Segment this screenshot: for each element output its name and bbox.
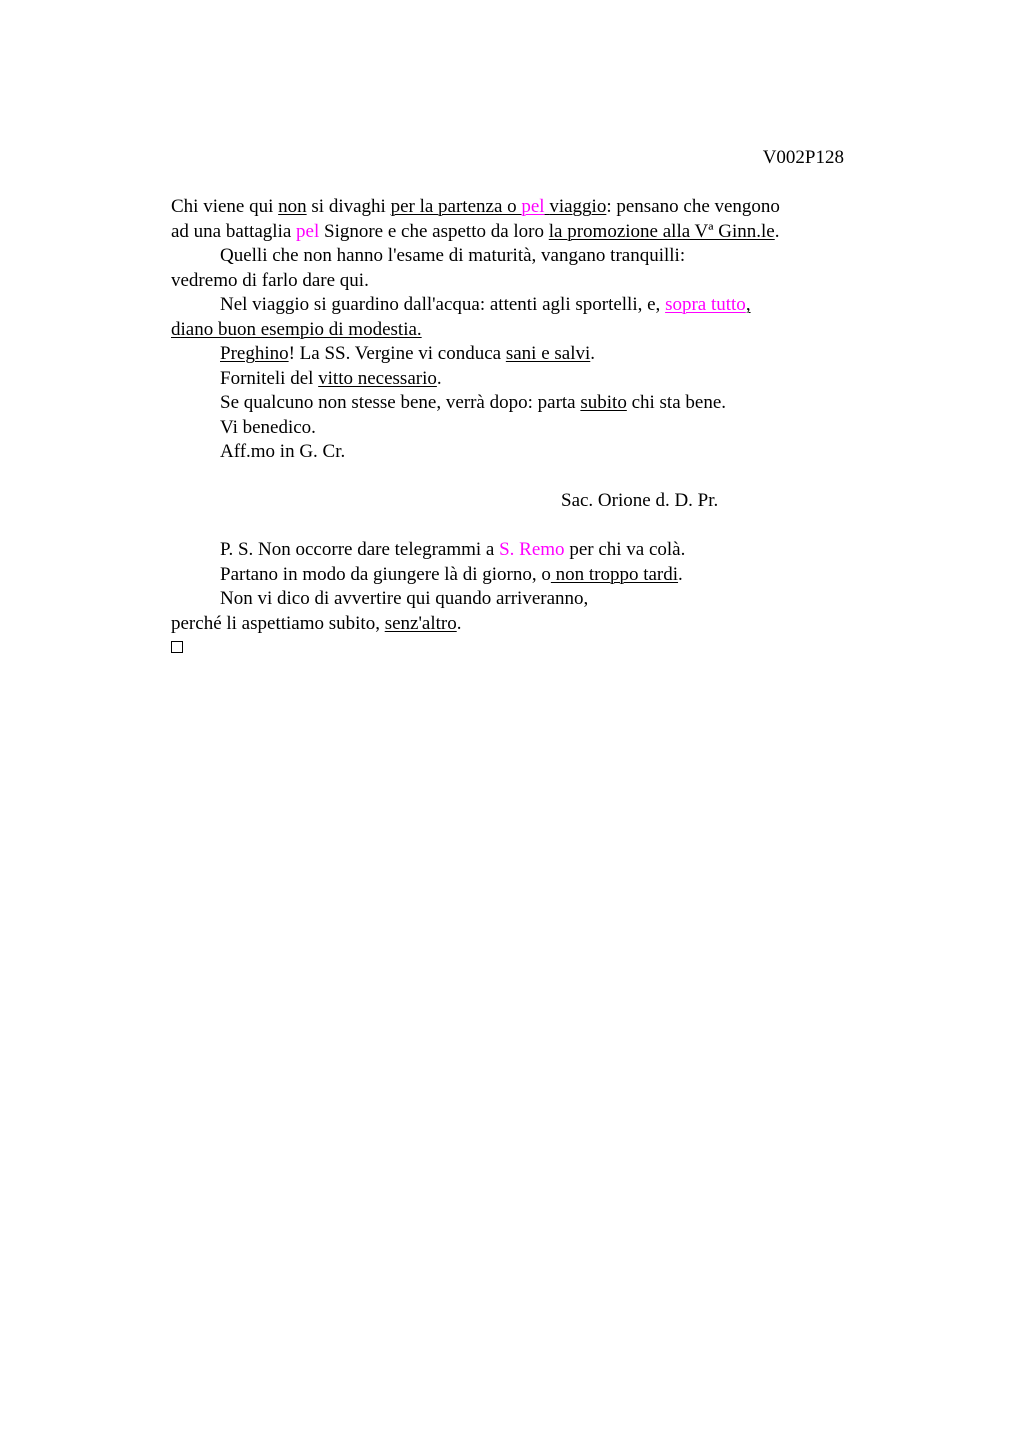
text-segment: si divaghi — [306, 196, 391, 217]
underlined-text: , — [745, 294, 751, 315]
text-segment: Signore e che aspetto da loro — [319, 220, 549, 242]
text-line — [171, 318, 871, 343]
text-segment: . — [678, 563, 683, 585]
underlined-text: per la partenza o — [390, 196, 522, 217]
text-segment: Se qualcuno non stesse bene, verrà dopo: parta — [220, 392, 581, 413]
text-line — [171, 220, 871, 245]
text-line — [171, 391, 871, 416]
text-line — [171, 563, 871, 588]
end-marker-line — [171, 636, 871, 661]
underlined-text: subito — [580, 392, 627, 413]
text-segment: . — [590, 343, 596, 364]
text-line — [171, 342, 871, 367]
underlined-text: sani e salvi — [505, 343, 591, 364]
blank-line — [171, 514, 871, 539]
underlined-text: la promozione alla Vª Ginn.le — [548, 220, 775, 242]
text-line — [171, 612, 871, 637]
text-segment: vedremo di farlo dare qui. — [171, 269, 369, 291]
underlined-text: senz'altro — [384, 612, 457, 634]
highlighted-text: pel — [296, 220, 320, 242]
text-segment: per chi va colà. — [564, 539, 686, 560]
text-line — [171, 538, 871, 563]
highlighted-text: S. Remo — [499, 539, 565, 560]
underlined-text: Preghino — [220, 343, 289, 364]
text-line — [171, 293, 871, 318]
text-segment: . — [774, 220, 780, 242]
text-segment: chi sta bene. — [626, 392, 727, 413]
text-line — [171, 587, 871, 612]
text-segment: Nel viaggio si guardino dall'acqua: attenti agli sportelli, e, — [220, 294, 666, 315]
text-segment: Quelli che non hanno l'esame di maturità, vangano tranquilli: — [220, 245, 686, 266]
text-line — [171, 367, 871, 392]
text-segment: ! La SS. Vergine vi conduca — [288, 343, 506, 364]
text-segment: Partano in modo da giungere là di giorno, o — [220, 563, 551, 585]
text-line — [171, 440, 871, 465]
text-segment: Vi benedico. — [220, 416, 316, 438]
text-segment: Aff.mo in G. Cr. — [220, 441, 346, 462]
text-segment: ad una battaglia — [171, 220, 297, 242]
underlined-text: vitto necessario — [318, 367, 437, 389]
text-segment: : pensano che vengono — [606, 196, 780, 217]
text-segment: Non vi dico di avvertire qui quando arriveranno, — [220, 588, 589, 609]
underlined-text: non troppo tardi — [550, 563, 679, 585]
underlined-text: non — [278, 196, 307, 217]
text-line — [171, 244, 871, 269]
text-segment: Chi viene qui — [171, 196, 279, 217]
highlighted-text: sopra tutto — [665, 294, 746, 315]
end-square-icon — [171, 641, 183, 653]
text-segment: perché li aspettiamo subito, — [171, 612, 385, 634]
blank-line — [171, 465, 871, 490]
underlined-text: diano buon esempio di modestia. — [171, 318, 422, 340]
text-segment: Forniteli del — [220, 367, 319, 389]
text-segment: . — [436, 367, 442, 389]
signature-line — [171, 489, 871, 514]
text-segment: P. S. Non occorre dare telegrammi a — [220, 539, 500, 560]
text-segment: . — [456, 612, 462, 634]
highlighted-text: pel — [521, 196, 545, 217]
letter-body — [171, 195, 871, 661]
text-line — [171, 269, 871, 294]
text-segment: Sac. Orione d. D. Pr. — [561, 490, 719, 511]
underlined-text: viaggio — [549, 196, 607, 217]
text-line — [171, 416, 871, 441]
page-identifier: V002P128 — [762, 147, 844, 168]
text-line — [171, 195, 871, 220]
